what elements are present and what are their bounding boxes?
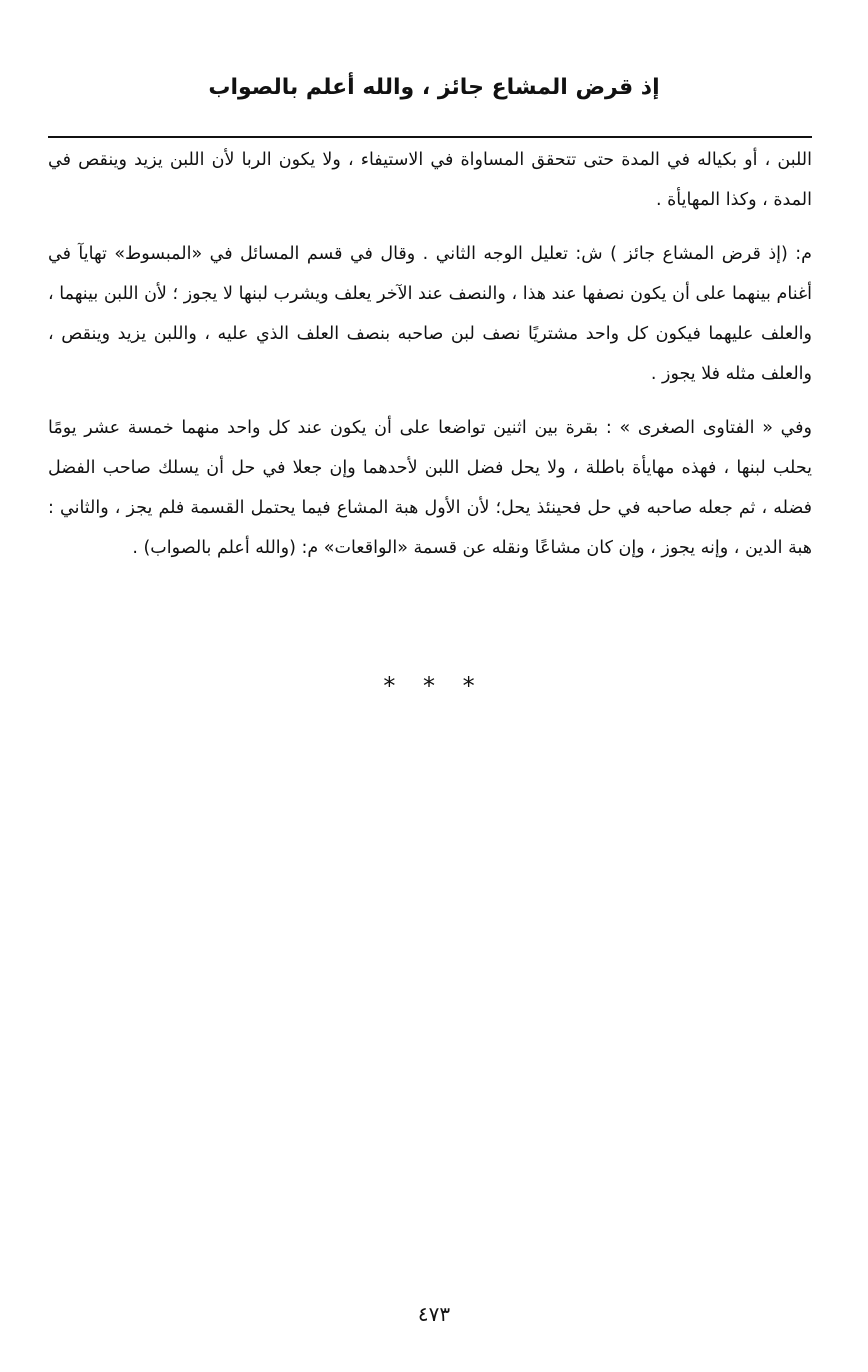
header-divider: [48, 136, 812, 138]
page-header-title: إذ قرض المشاع جائز ، والله أعلم بالصواب: [208, 75, 660, 100]
page-number: ٤٧٣: [417, 1302, 451, 1326]
paragraph-2: م: (إذ قرض المشاع جائز ) ش: تعليل الوجه الثاني . وقال في قسم المسائل في «المبسوط» تهايآ في أغنام بينهما على أن يكون نصفها عند هذا ، والنصف عند الآخر يعلف ويشرب لبنها لا يجوز ؛ لأن اللبن بينهما ، والعلف عليهما فيكون كل واحد مشتريًا نصف لبن صاحبه بنصف العلف الذي عليه ، واللبن يزيد وينقص ، والعلف مثله فلا يجوز .: [48, 244, 812, 384]
paragraph-3: وفي « الفتاوى الصغرى » : بقرة بين اثنين تواضعا على أن يكون عند كل واحد منهما خمسة عشر يومًا يحلب لبنها ، فهذه مهايأة باطلة ، ولا يحل فضل اللبن لأحدهما وإن جعلا في حل أن يسلك صاحب الفضل فضله ، ثم جعله صاحبه في حل فحينئذ يحل؛ لأن الأول هبة المشاع فيما يحتمل القسمة فلم يجز ، والثاني : هبة الدين ، وإنه يجوز ، وإن كان مشاعًا ونقله عن قسمة «الواقعات» م: (والله أعلم بالصواب) .: [48, 418, 812, 558]
body-text: [48, 140, 812, 582]
paragraph-1: اللبن ، أو بكياله في المدة حتى تتحقق المساواة في الاستيفاء ، ولا يكون الربا لأن اللبن يزيد وينقص في المدة ، وكذا المهايأة .: [48, 150, 812, 210]
section-separator: * * *: [383, 672, 485, 700]
